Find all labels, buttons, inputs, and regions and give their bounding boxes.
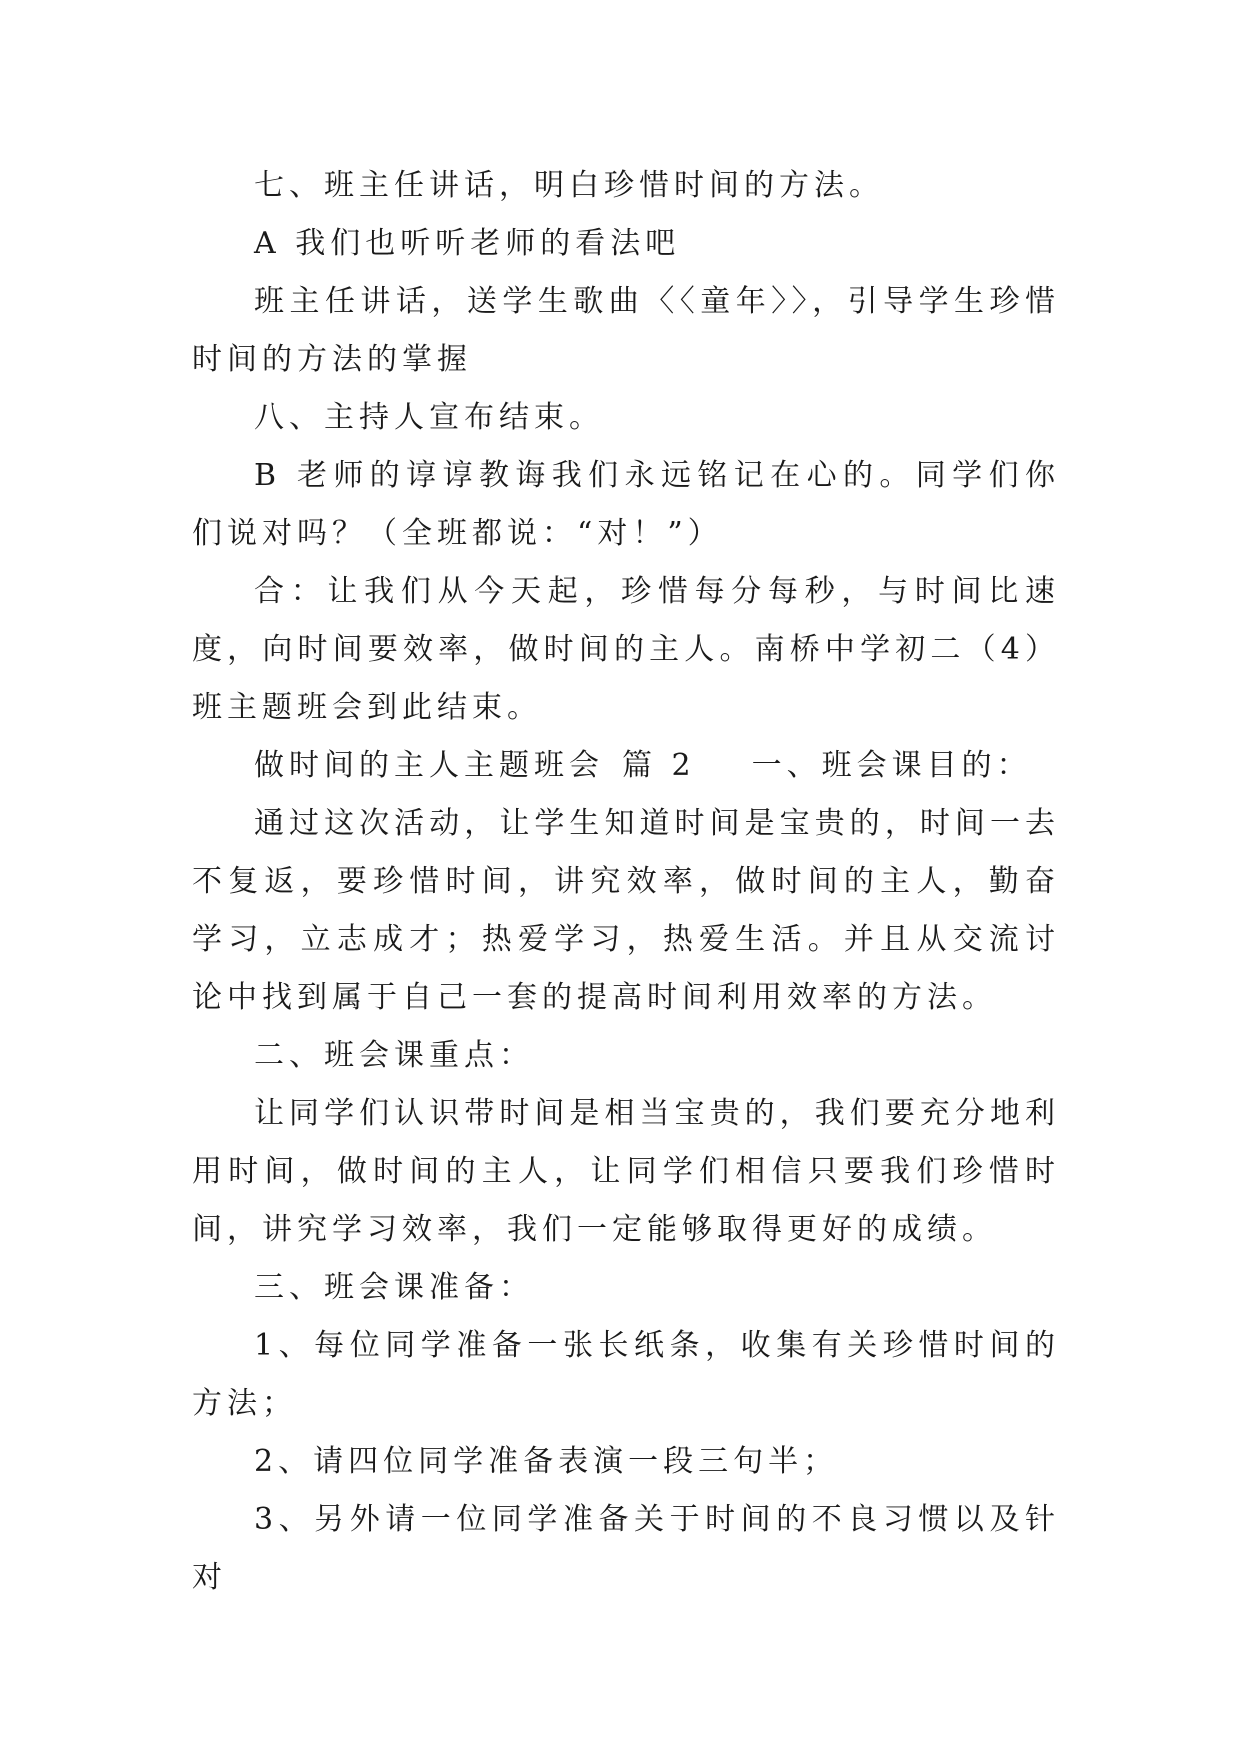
paragraph-key-points-heading: 二、班会课重点： xyxy=(254,1038,534,1073)
paragraph-closing: 合：让我们从今天起，珍惜每分每秒，与时间比速度，向时间要效率，做时间的主人。南桥中学初二（4）班主题班会到此结束。 xyxy=(192,574,1060,725)
paragraph-preparation-2: 2、请四位同学准备表演一段三句半； xyxy=(254,1444,839,1479)
paragraph-purpose: 通过这次活动，让学生知道时间是宝贵的，时间一去不复返，要珍惜时间，讲究效率，做时间的主人，勤奋学习，立志成才；热爱学习，热爱生活。并且从交流讨论中找到属于自己一套的提高时间利用效率的方法。 xyxy=(192,806,1060,1015)
paragraph-host-a: A 我们也听听老师的看法吧 xyxy=(254,226,681,261)
paragraph-teacher-speech: 班主任讲话，送学生歌曲〈〈童年〉〉，引导学生珍惜时间的方法的掌握 xyxy=(192,284,1060,377)
paragraph-host-b: B 老师的谆谆教诲我们永远铭记在心的。同学们你们说对吗？（全班都说：“对！”） xyxy=(192,458,1060,551)
section-part: 篇 2 xyxy=(622,748,696,783)
paragraph-preparation-3: 3、另外请一位同学准备关于时间的不良习惯以及针对 xyxy=(192,1502,1060,1595)
section-title: 做时间的主人主题班会 xyxy=(254,748,604,783)
paragraph-preparation-1: 1、每位同学准备一张长纸条，收集有关珍惜时间的方法； xyxy=(192,1328,1060,1421)
paragraph-teacher-speech-heading: 七、班主任讲话，明白珍惜时间的方法。 xyxy=(254,168,884,203)
paragraph-preparation-heading: 三、班会课准备： xyxy=(254,1270,534,1305)
paragraph-key-points: 让同学们认识带时间是相当宝贵的，我们要充分地利用时间，做时间的主人，让同学们相信只要我们珍惜时间，讲究学习效率，我们一定能够取得更好的成绩。 xyxy=(192,1096,1060,1247)
document-body xyxy=(192,157,1060,1607)
section-first-item: 一、班会课目的： xyxy=(751,748,1032,783)
section-heading xyxy=(192,737,1060,795)
paragraph-host-announce-heading: 八、主持人宣布结束。 xyxy=(254,400,604,435)
